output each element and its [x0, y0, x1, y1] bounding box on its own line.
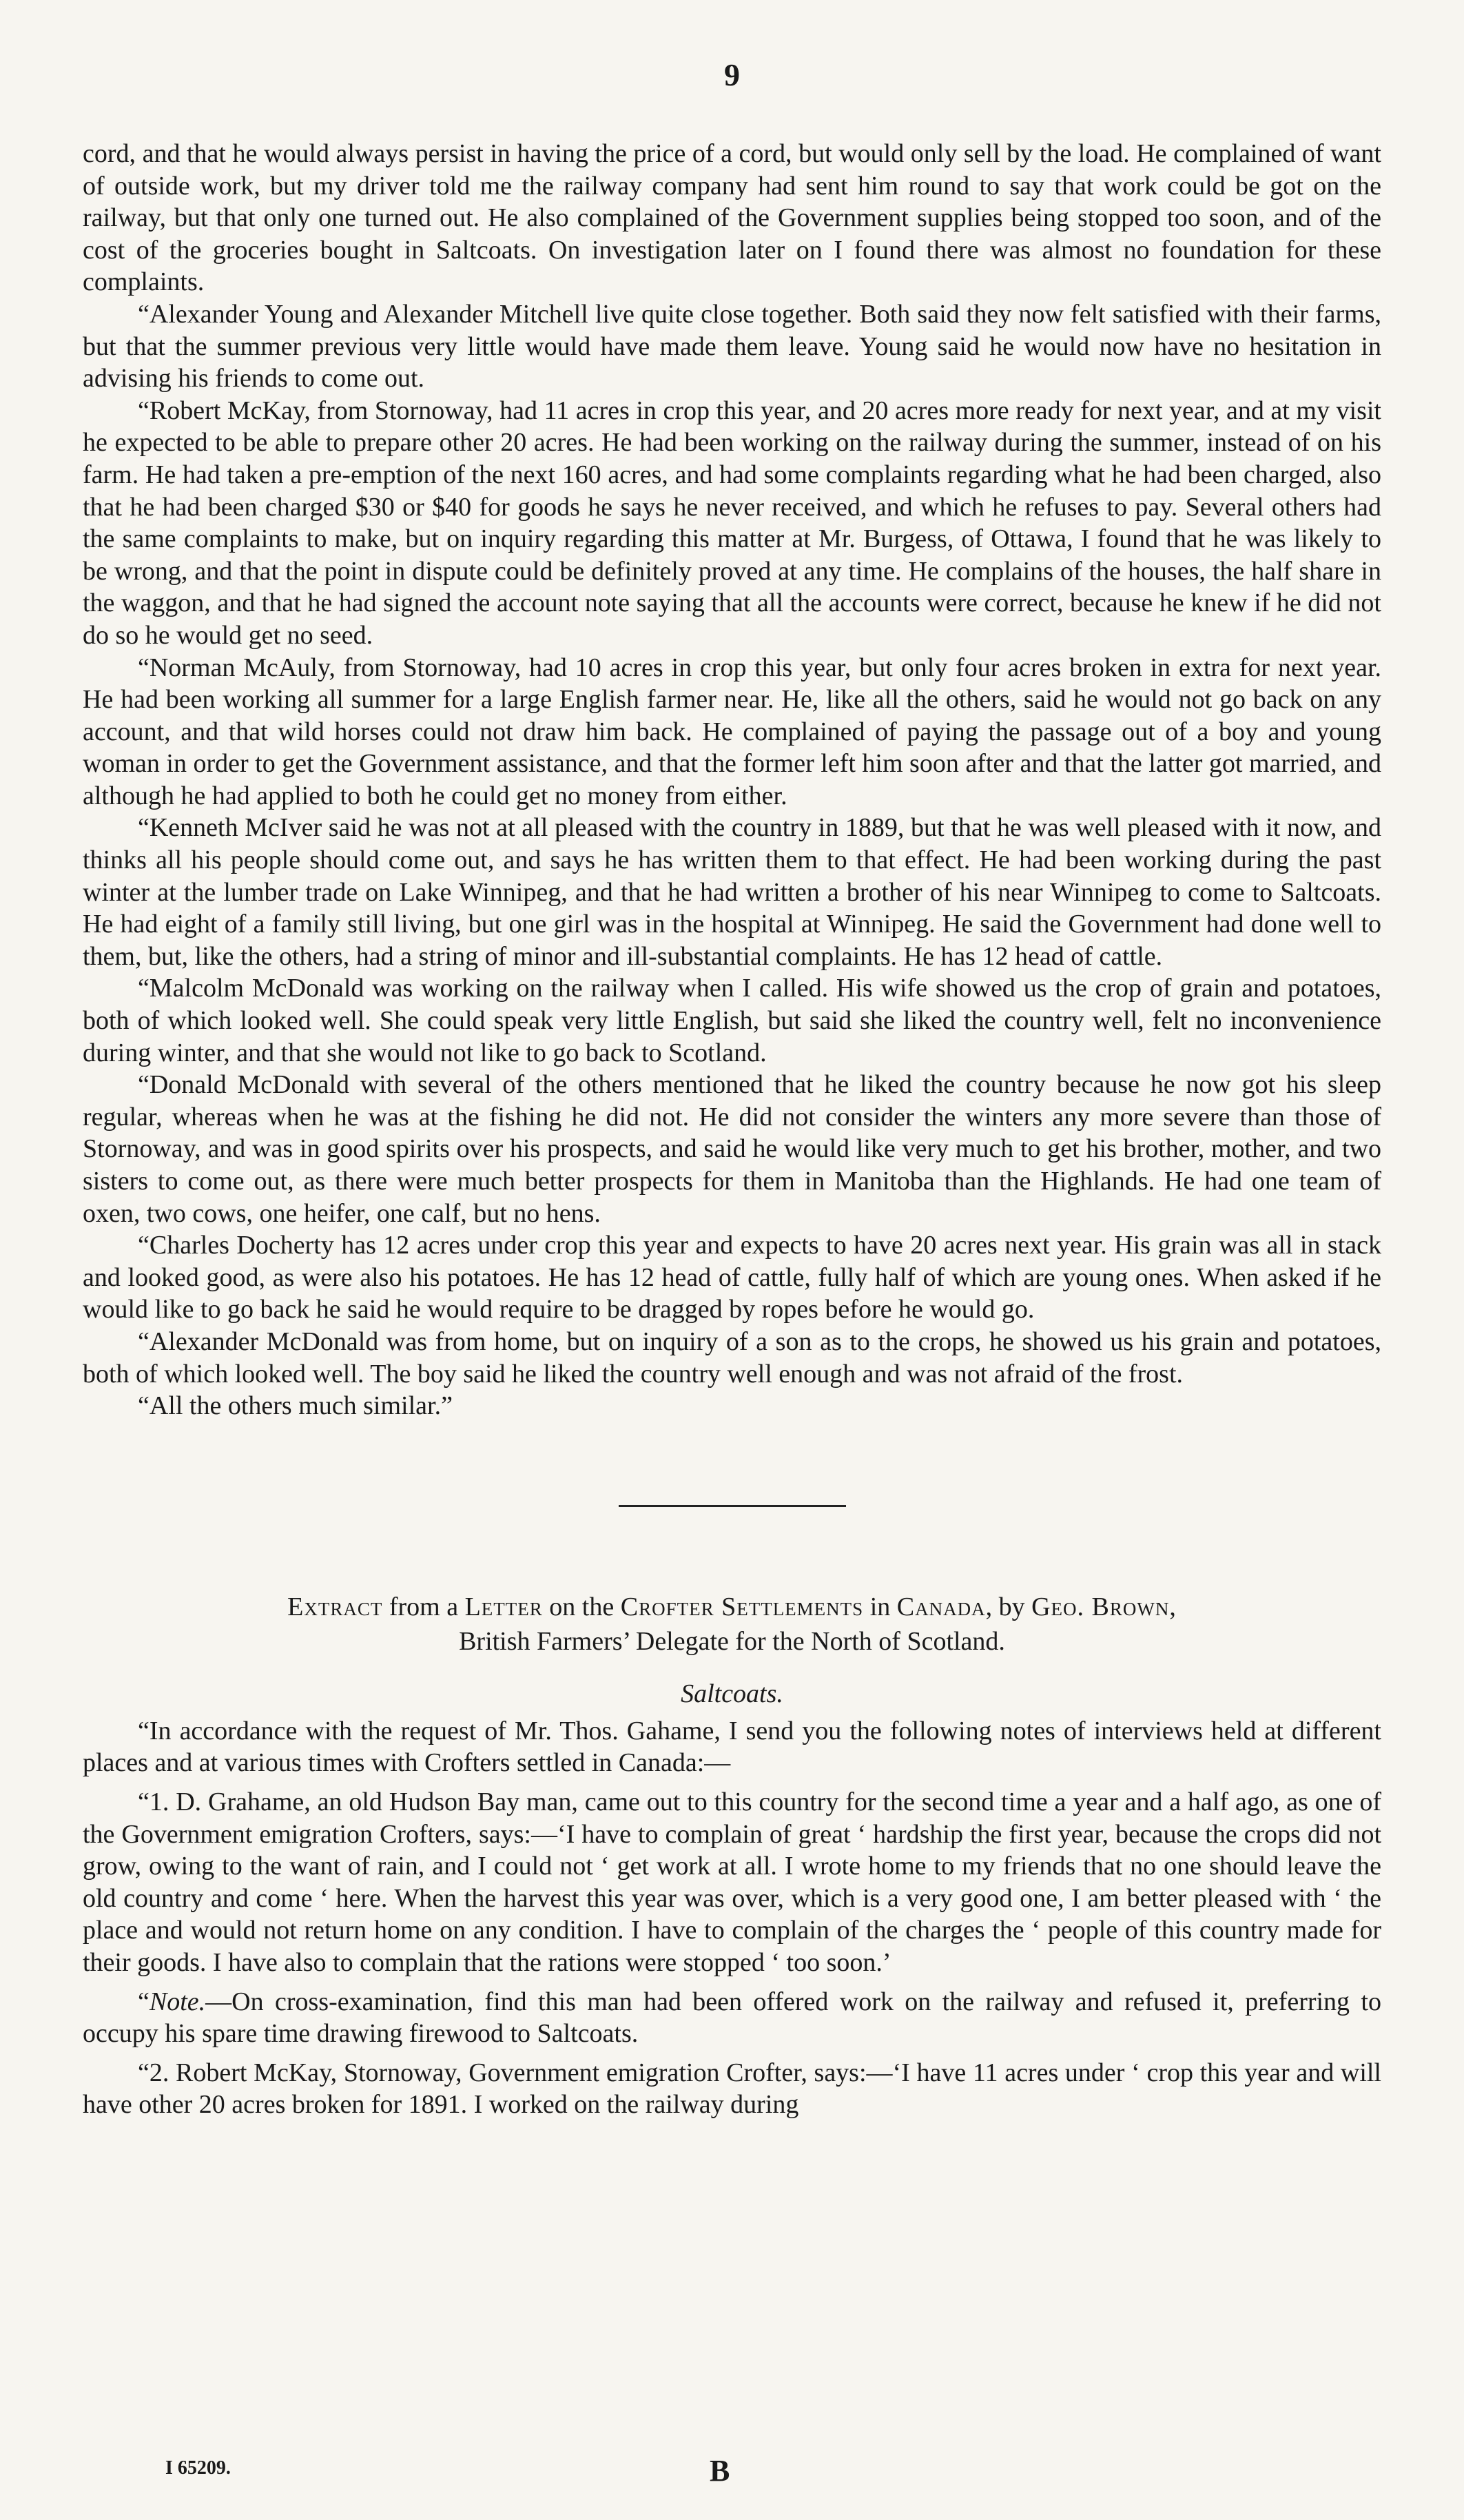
- paragraph: “2. Robert McKay, Stornoway, Government emigration Crofter, says:—‘I have 11 acres under ‘ crop this year and will have other 20 acres broken for 1891. I worked on the railway during: [83, 2058, 1381, 2120]
- paragraph: “Charles Docherty has 12 acres under crop this year and expects to have 20 acres next year. His grain was all in stack and looked good, as were also his potatoes. He has 12 head of cattle, fully half of which are young ones. When asked if he would like to go back he said he would require to be dragged by ropes before he would go.: [83, 1231, 1381, 1324]
- document-body: [83, 138, 1381, 2121]
- heading-connector: on the: [542, 1592, 621, 1621]
- paragraph: “Donald McDonald with several of the others mentioned that he liked the country because he now got his sleep regular, whereas when he was at the fishing he did not. He did not consider the winters any more severe than those of Stornoway, and was in good spirits over his prospects, and said he would like very much to get his brother, mother, and two sisters to come out, as there were much better prospects for them in Manitoba than the Highlands. He had one team of oxen, two cows, one heifer, one calf, but no hens.: [83, 1070, 1381, 1228]
- page-footer: [0, 2453, 1464, 2495]
- heading-word-canada: Canada: [896, 1592, 986, 1621]
- sheet-letter: B: [710, 2454, 730, 2488]
- heading-connector: in: [863, 1592, 897, 1621]
- section-divider: [619, 1505, 846, 1507]
- heading-author: Geo. Brown,: [1031, 1592, 1177, 1621]
- extract-heading: [83, 1590, 1381, 1659]
- paragraph: “In accordance with the request of Mr. Thos. Gahame, I send you the following notes of interviews held at different places and at various times with Crofters settled in Canada:—: [83, 1716, 1381, 1778]
- extract-heading-line-2: British Farmers’ Delegate for the North of Scotland.: [459, 1626, 1005, 1656]
- heading-word-crofter-settlements: Crofter Settlements: [620, 1592, 864, 1621]
- paragraph: “Alexander Young and Alexander Mitchell live quite close together. Both said they now felt satisfied with their farms, but that the summer previous very little would have made them leave. Young said he would now have no hesitation in advising his friends to come out.: [83, 299, 1381, 393]
- note-paragraph: “Note.—On cross-examination, find this man had been offered work on the railway and refused it, preferring to occupy his spare time drawing firewood to Saltcoats.: [83, 1987, 1381, 2049]
- paragraph: “Robert McKay, from Stornoway, had 11 acres in crop this year, and 20 acres more ready for next year, and at my visit he expected to be able to prepare other 20 acres. He had been working on the railway during the summer, instead of on his farm. He had taken a pre-emption of the next 160 acres, and had some complaints regarding what he had been charged, also that he had been charged $30 or $40 for goods he says he never received, and which he refuses to pay. Several others had the same complaints to make, but on inquiry regarding this matter at Mr. Burgess, of Ottawa, I found that he was likely to be wrong, and that the point in dispute could be definitely proved at any time. He complains of the houses, the half share in the waggon, and that he had signed the account note saying that all the accounts were correct, because he knew if he did not do so he would get no seed.: [83, 396, 1381, 650]
- extract-heading-line-1: [110, 1590, 1354, 1624]
- paragraph: “Alexander McDonald was from home, but on inquiry of a son as to the crops, he showed us his grain and potatoes, both of which looked well. The boy said he liked the country well enough and was not afraid of the frost.: [83, 1326, 1381, 1389]
- heading-connector: from a: [382, 1592, 465, 1621]
- paragraph: “Malcolm McDonald was working on the railway when I called. His wife showed us the crop of grain and potatoes, both of which looked well. She could speak very little English, but said she liked the country well, felt no inconvenience during winter, and that she would not like to go back to Scotland.: [83, 974, 1381, 1067]
- print-signature: I 65209.: [165, 2457, 231, 2479]
- paragraph: “All the others much similar.”: [138, 1391, 453, 1421]
- note-label: Note.: [149, 1987, 206, 2016]
- paragraph: “Kenneth McIver said he was not at all pleased with the country in 1889, but that he was well pleased with it now, and thinks all his people should come out, and says he has written them to that effect. He had been working during the past winter at the lumber trade on Lake Winnipeg, and that he had written a brother of his near Winnipeg to come to Saltcoats. He had eight of a family still living, but one girl was in the hospital at Winnipeg. He said the Government had done well to them, but, like the others, had a string of minor and ill-substantial complaints. He has 12 head of cattle.: [83, 813, 1381, 971]
- note-text: —On cross-examination, find this man had been offered work on the railway and refused it, preferring to occupy his spare time drawing firewood to Saltcoats.: [83, 1987, 1381, 2049]
- paragraph: cord, and that he would always persist in having the price of a cord, but would only sell by the load. He complained of want of outside work, but my driver told me the railway company had sent him round to say that work could be got on the railway, but that only one turned out. He also complained of the Government supplies being stopped too soon, and of the cost of the groceries bought in Saltcoats. On investigation later on I found there was almost no foundation for these complaints.: [83, 139, 1381, 297]
- page-number: 9: [724, 57, 740, 92]
- heading-word-letter: Letter: [464, 1592, 543, 1621]
- heading-word-extract: Extract: [287, 1592, 383, 1621]
- place-heading: Saltcoats.: [681, 1679, 783, 1708]
- heading-connector: , by: [985, 1592, 1032, 1621]
- paragraph: “1. D. Grahame, an old Hudson Bay man, came out to this country for the second time a year and a half ago, as one of the Government emigration Crofters, says:—‘I have to complain of great ‘ hardship the first year, because the crops did not grow, owing to the want of rain, and I could not ‘ get work at all. I wrote home to my friends that no one should leave the old country and come ‘ here. When the harvest this year was over, which is a very good one, I am better pleased with ‘ the place and would not return home on any condition. I have to complain of the charges the ‘ people of this country made for their goods. I have also to complain that the rations were stopped ‘ too soon.’: [83, 1787, 1381, 1977]
- paragraph: “Norman McAuly, from Stornoway, had 10 acres in crop this year, but only four acres broken in extra for next year. He had been working all summer for a large English farmer near. He, like all the others, said he would not go back on any account, and that wild horses could not draw him back. He complained of paying the passage out of a boy and young woman in order to get the Government assistance, and that the former left him soon after and that the latter got married, and although he had applied to both he could get no money from either.: [83, 653, 1381, 810]
